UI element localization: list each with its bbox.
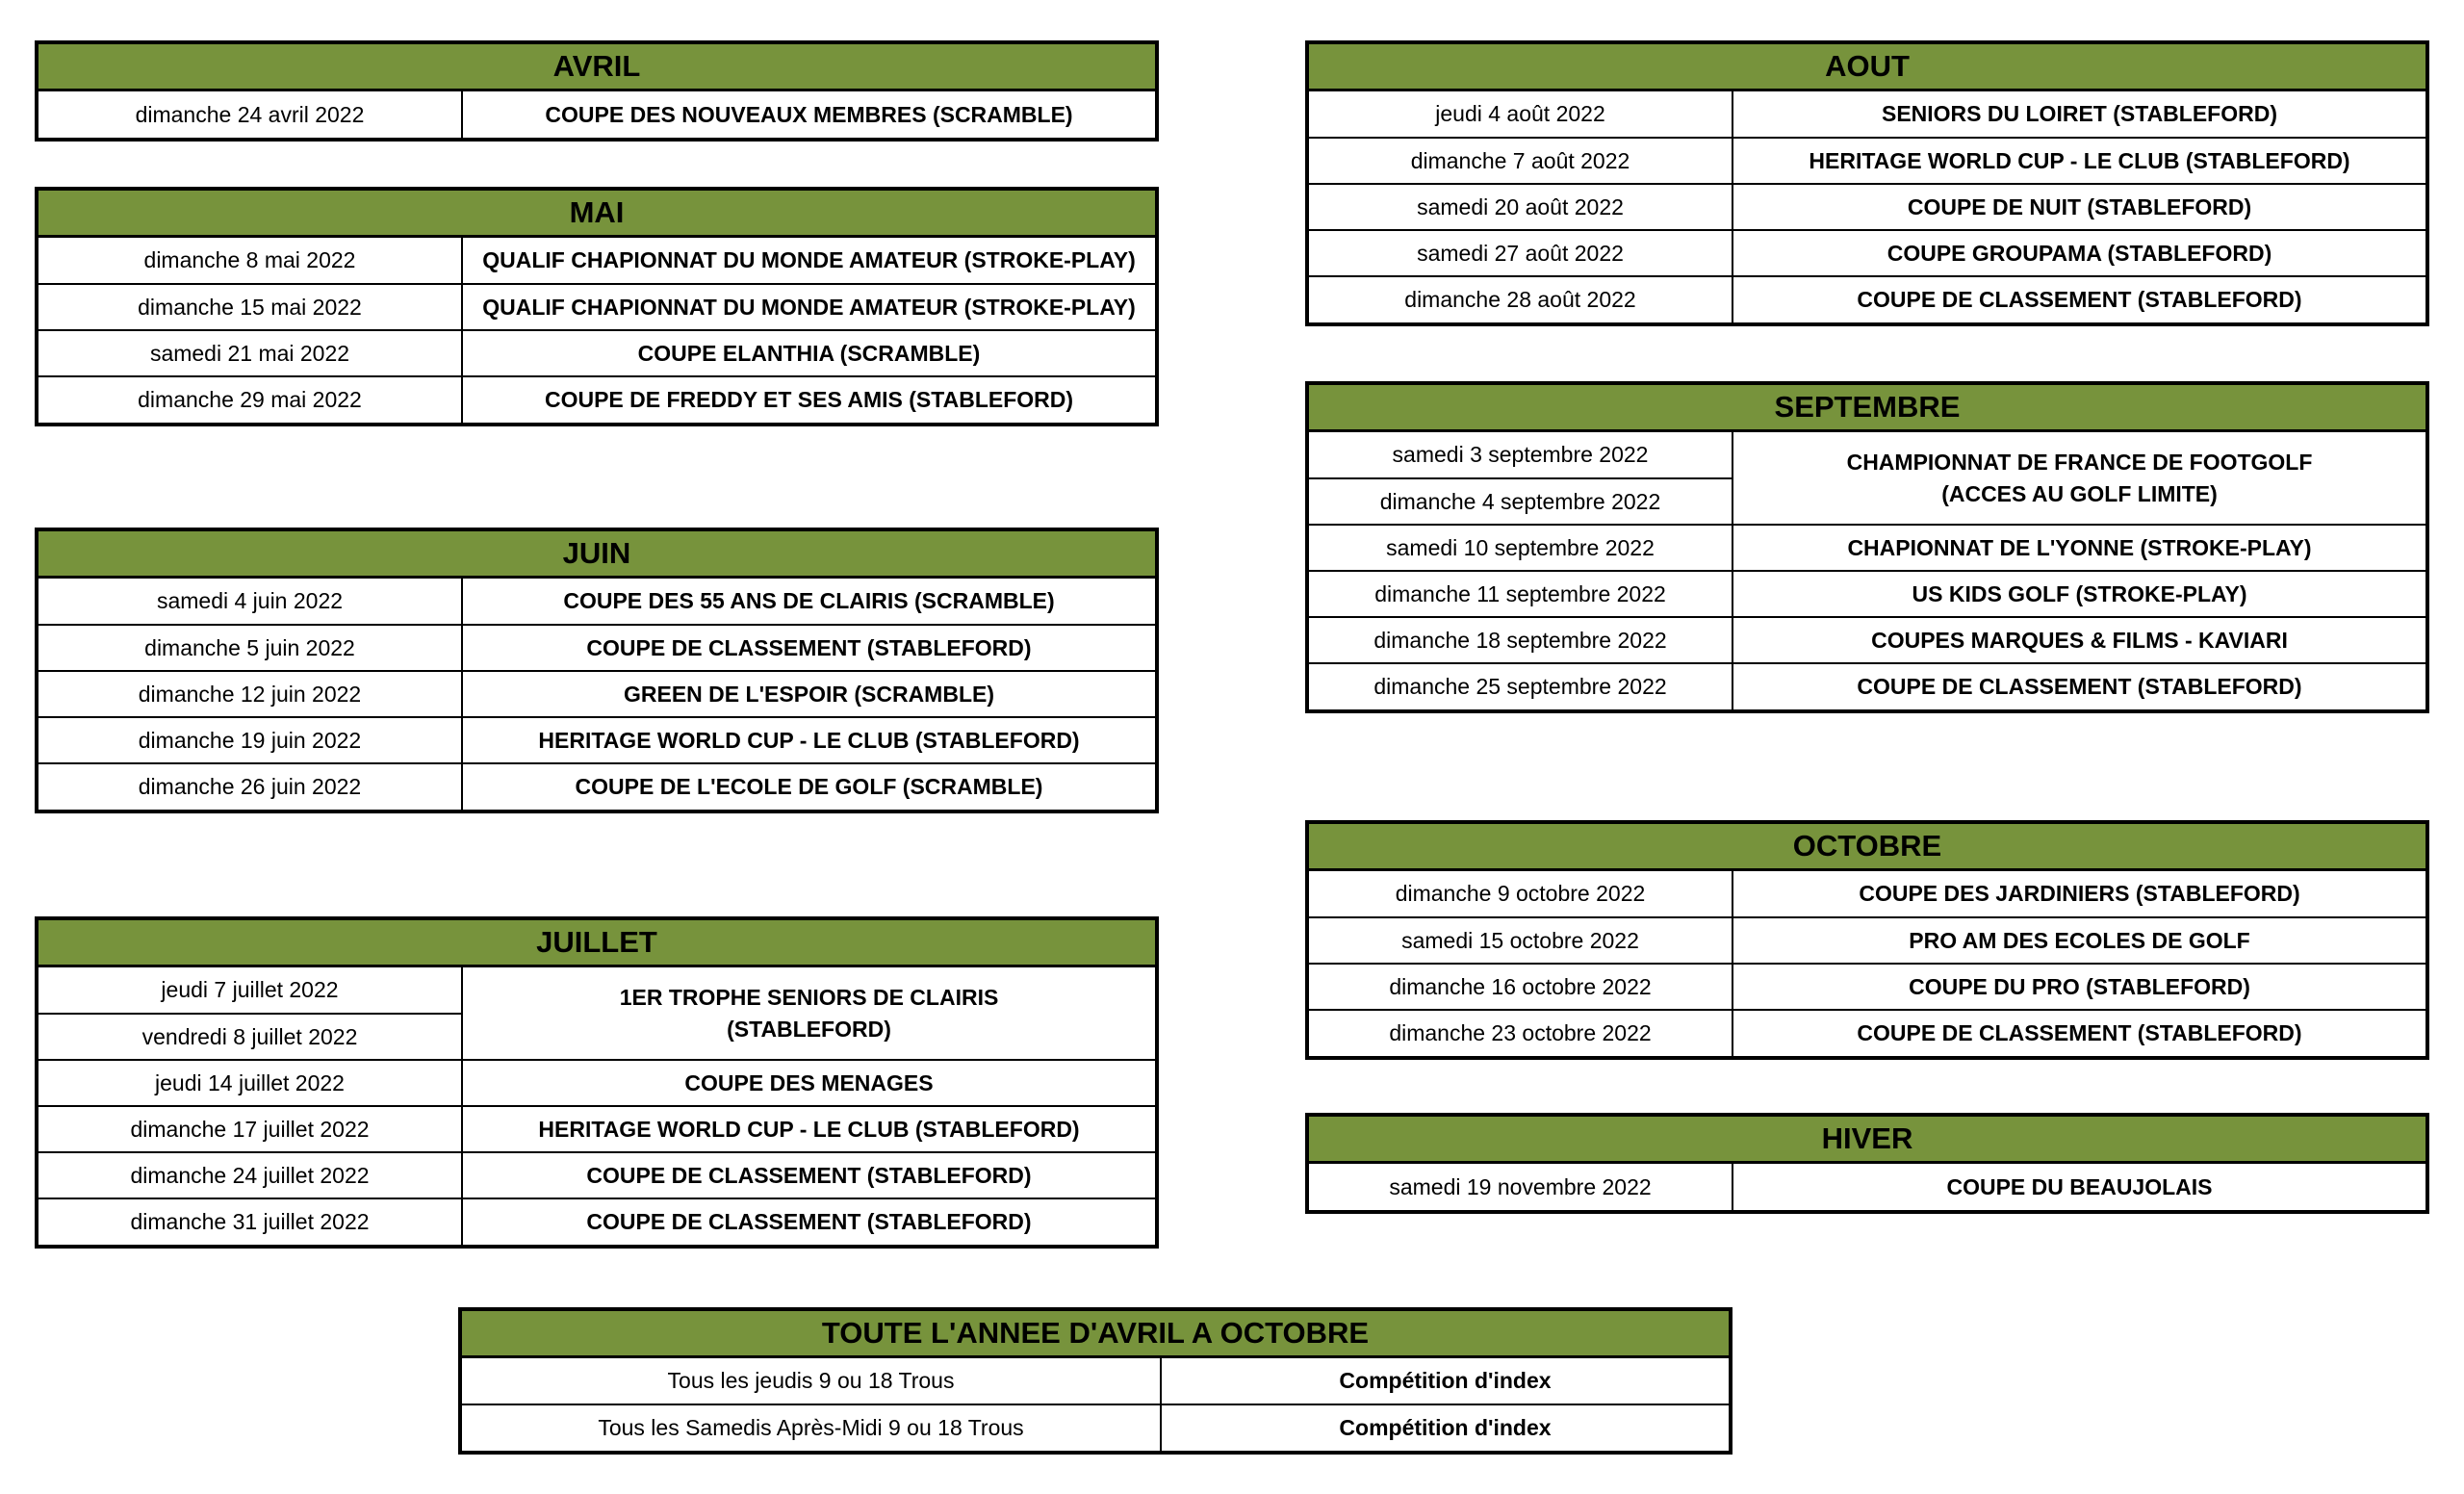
event-name: QUALIF CHAPIONNAT DU MONDE AMATEUR (STROKE-PLAY)	[462, 284, 1155, 330]
event-name: COUPE DE CLASSEMENT (STABLEFORD)	[1732, 663, 2426, 709]
event-date: samedi 4 juin 2022	[38, 579, 462, 625]
event-date: dimanche 7 août 2022	[1309, 138, 1732, 184]
event-name: COUPE DE CLASSEMENT (STABLEFORD)	[462, 1152, 1155, 1198]
event-name	[1732, 432, 2426, 525]
event-date: samedi 27 août 2022	[1309, 230, 1732, 276]
event-name: CHAPIONNAT DE L'YONNE (STROKE-PLAY)	[1732, 525, 2426, 571]
event-date: dimanche 18 septembre 2022	[1309, 617, 1732, 663]
table-row	[1309, 138, 2426, 184]
event-date: dimanche 28 août 2022	[1309, 276, 1732, 322]
table-row	[38, 579, 1155, 625]
event-date: dimanche 9 octobre 2022	[1309, 871, 1732, 917]
table-row	[1309, 525, 2426, 571]
table-row	[38, 1106, 1155, 1152]
event-date: samedi 20 août 2022	[1309, 184, 1732, 230]
event-name: HERITAGE WORLD CUP - LE CLUB (STABLEFORD)	[462, 717, 1155, 763]
event-date: Tous les Samedis Après-Midi 9 ou 18 Trous	[462, 1404, 1161, 1451]
event-name: COUPE DES NOUVEAUX MEMBRES (SCRAMBLE)	[545, 101, 1073, 127]
event-name: COUPE DE CLASSEMENT (STABLEFORD)	[1732, 1010, 2426, 1056]
table-row	[38, 1198, 1155, 1245]
event-date: dimanche 26 juin 2022	[38, 763, 462, 810]
month-table-avril	[35, 40, 1159, 142]
table-row	[1309, 1164, 2426, 1210]
table-row	[38, 625, 1155, 671]
table-row	[1309, 917, 2426, 964]
event-name: COUPE DE CLASSEMENT (STABLEFORD)	[462, 625, 1155, 671]
month-header: JUIN	[38, 531, 1155, 579]
event-date: dimanche 16 octobre 2022	[1309, 964, 1732, 1010]
event-name: Compétition d'index	[1161, 1404, 1729, 1451]
table-row	[38, 1152, 1155, 1198]
event-name: Compétition d'index	[1339, 1368, 1552, 1393]
event-name: QUALIF CHAPIONNAT DU MONDE AMATEUR (STROKE-PLAY)	[482, 247, 1136, 272]
month-header: AVRIL	[38, 44, 1155, 91]
table-row	[38, 238, 1155, 284]
event-name	[462, 967, 1155, 1060]
month-table-septembre	[1305, 381, 2429, 713]
event-name-line1: CHAMPIONNAT DE FRANCE DE FOOTGOLF	[1846, 449, 2313, 475]
event-date: Tous les jeudis 9 ou 18 Trous	[462, 1358, 1161, 1404]
event-name: COUPE DE NUIT (STABLEFORD)	[1732, 184, 2426, 230]
event-date: dimanche 29 mai 2022	[38, 376, 462, 423]
table-row	[1309, 432, 2426, 478]
event-date: dimanche 8 mai 2022	[38, 238, 462, 284]
table-row	[1309, 91, 2426, 138]
table-row	[462, 1358, 1729, 1404]
month-header: JUILLET	[38, 920, 1155, 967]
event-name: GREEN DE L'ESPOIR (SCRAMBLE)	[462, 671, 1155, 717]
event-date: jeudi 14 juillet 2022	[38, 1060, 462, 1106]
event-date: dimanche 24 avril 2022	[38, 91, 462, 138]
table-row	[38, 284, 1155, 330]
event-name: COUPE DES MENAGES	[462, 1060, 1155, 1106]
event-name: COUPE DE CLASSEMENT (STABLEFORD)	[1732, 276, 2426, 322]
event-date: samedi 21 mai 2022	[38, 330, 462, 376]
event-date: samedi 15 octobre 2022	[1309, 917, 1732, 964]
table-row	[38, 330, 1155, 376]
event-name: COUPE DU PRO (STABLEFORD)	[1732, 964, 2426, 1010]
table-row	[1309, 663, 2426, 709]
event-date: vendredi 8 juillet 2022	[38, 1014, 462, 1060]
event-date: dimanche 11 septembre 2022	[1309, 571, 1732, 617]
event-date: jeudi 7 juillet 2022	[38, 967, 462, 1014]
event-date: samedi 10 septembre 2022	[1309, 525, 1732, 571]
month-header: AOUT	[1309, 44, 2426, 91]
table-row	[1309, 964, 2426, 1010]
event-name-line1: 1ER TROPHE SENIORS DE CLAIRIS	[619, 984, 999, 1010]
event-name: COUPE ELANTHIA (SCRAMBLE)	[462, 330, 1155, 376]
event-date: samedi 19 novembre 2022	[1309, 1164, 1732, 1210]
event-name: COUPE DE L'ECOLE DE GOLF (SCRAMBLE)	[462, 763, 1155, 810]
event-date: dimanche 4 septembre 2022	[1309, 478, 1732, 525]
month-table-juillet	[35, 916, 1159, 1249]
table-row	[38, 763, 1155, 810]
month-table-octobre	[1305, 820, 2429, 1060]
event-name: COUPE DES JARDINIERS (STABLEFORD)	[1859, 881, 2300, 906]
month-table-aout	[1305, 40, 2429, 326]
table-row	[38, 717, 1155, 763]
table-row	[1309, 871, 2426, 917]
month-table-hiver	[1305, 1113, 2429, 1214]
event-name: COUPE DE CLASSEMENT (STABLEFORD)	[462, 1198, 1155, 1245]
event-date: samedi 3 septembre 2022	[1309, 432, 1732, 478]
table-row	[1309, 276, 2426, 322]
month-header: OCTOBRE	[1309, 824, 2426, 871]
event-name: US KIDS GOLF (STROKE-PLAY)	[1732, 571, 2426, 617]
table-row	[38, 967, 1155, 1014]
event-date: dimanche 23 octobre 2022	[1309, 1010, 1732, 1056]
month-header: SEPTEMBRE	[1309, 385, 2426, 432]
event-date: dimanche 15 mai 2022	[38, 284, 462, 330]
event-date: dimanche 25 septembre 2022	[1309, 663, 1732, 709]
event-date: dimanche 12 juin 2022	[38, 671, 462, 717]
table-row	[1309, 230, 2426, 276]
event-date: dimanche 24 juillet 2022	[38, 1152, 462, 1198]
event-name: COUPE DU BEAUJOLAIS	[1946, 1173, 2213, 1199]
event-name-line2: (ACCES AU GOLF LIMITE)	[1941, 480, 2218, 506]
event-date: dimanche 19 juin 2022	[38, 717, 462, 763]
month-table-mai	[35, 187, 1159, 426]
event-name: COUPES MARQUES & FILMS - KAVIARI	[1732, 617, 2426, 663]
event-name: HERITAGE WORLD CUP - LE CLUB (STABLEFORD)	[1732, 138, 2426, 184]
event-name-line2: (STABLEFORD)	[727, 1016, 891, 1042]
month-header: TOUTE L'ANNEE D'AVRIL A OCTOBRE	[462, 1311, 1729, 1358]
table-row	[1309, 617, 2426, 663]
table-row	[38, 1060, 1155, 1106]
month-table-juin	[35, 528, 1159, 813]
table-row	[38, 671, 1155, 717]
month-table-toute-annee	[458, 1307, 1732, 1455]
event-name: HERITAGE WORLD CUP - LE CLUB (STABLEFORD)	[462, 1106, 1155, 1152]
event-name: PRO AM DES ECOLES DE GOLF	[1732, 917, 2426, 964]
table-row	[1309, 184, 2426, 230]
table-row	[38, 376, 1155, 423]
event-name: COUPE GROUPAMA (STABLEFORD)	[1732, 230, 2426, 276]
event-date: dimanche 17 juillet 2022	[38, 1106, 462, 1152]
event-date: dimanche 31 juillet 2022	[38, 1198, 462, 1245]
table-row	[1309, 571, 2426, 617]
event-name: COUPE DE FREDDY ET SES AMIS (STABLEFORD)	[462, 376, 1155, 423]
table-row	[38, 91, 1155, 138]
event-date: jeudi 4 août 2022	[1309, 91, 1732, 138]
month-header: HIVER	[1309, 1117, 2426, 1164]
event-date: dimanche 5 juin 2022	[38, 625, 462, 671]
event-name: SENIORS DU LOIRET (STABLEFORD)	[1881, 101, 2277, 126]
month-header: MAI	[38, 191, 1155, 238]
table-row	[462, 1404, 1729, 1451]
event-name: COUPE DES 55 ANS DE CLAIRIS (SCRAMBLE)	[563, 588, 1055, 613]
table-row	[1309, 1010, 2426, 1056]
